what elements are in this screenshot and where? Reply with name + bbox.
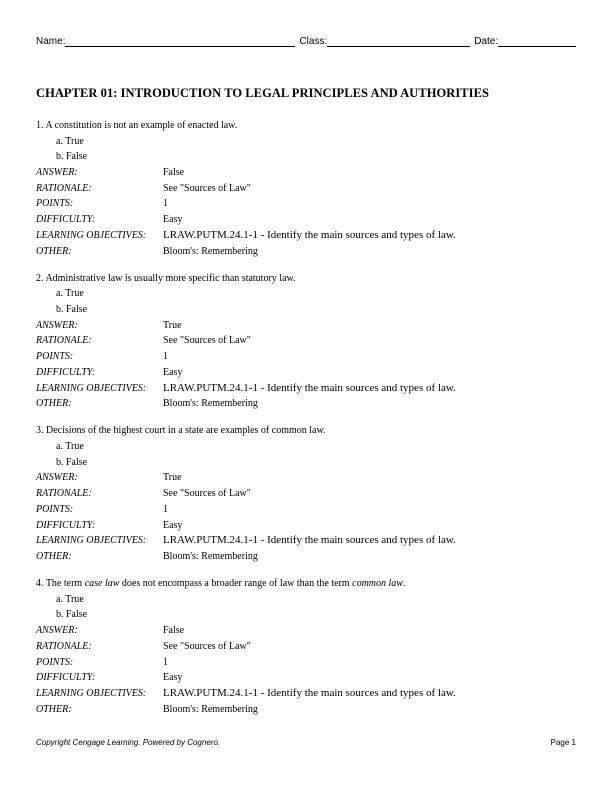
term-common-law: common law [352,578,403,590]
answer-row [36,623,576,639]
answer-label: ANSWER: [36,472,78,484]
points-row [36,196,576,212]
question-list [36,118,576,729]
question-number: 3. [36,425,44,437]
rationale-value: See "Sources of Law" [163,488,251,500]
other-label: OTHER: [36,550,72,562]
name-label: Name: [36,36,66,47]
question-4 [36,576,576,717]
page-footer [36,738,576,747]
points-value: 1 [163,656,168,668]
other-value: Bloom's: Remembering [163,398,258,410]
answer-value: True [163,319,182,331]
rationale-label: RATIONALE: [36,640,92,652]
objectives-value: LRAW.PUTM.24.1-1 - Identify the main sources and types of law. [163,534,456,547]
answer-value: False [163,167,185,179]
objectives-row [36,533,576,549]
difficulty-row [36,365,576,381]
other-label: OTHER: [36,245,72,257]
option-b: b. False [56,304,88,316]
rationale-label: RATIONALE: [36,335,92,347]
copyright-text: Copyright Cengage Learning. Powered by Cognero. [36,738,221,747]
question-statement-part: does not encompass a broader range of law than the term [119,578,353,590]
points-label: POINTS: [36,656,74,668]
date-label: Date: [474,36,499,47]
answer-label: ANSWER: [36,319,78,331]
objectives-value: LRAW.PUTM.24.1-1 - Identify the main sources and types of law. [163,381,456,394]
question-statement: Administrative law is usually more specific than statutory law. [45,272,296,284]
rationale-row [36,639,576,655]
rationale-label: RATIONALE: [36,488,92,500]
difficulty-label: DIFFICULTY: [36,519,96,531]
rationale-label: RATIONALE: [36,182,92,194]
points-value: 1 [163,351,168,363]
objectives-value: LRAW.PUTM.24.1-1 - Identify the main sources and types of law. [163,228,456,241]
option-a: a. True [56,593,84,605]
points-row [36,655,576,671]
rationale-row [36,181,576,197]
option-b: b. False [56,151,88,163]
rationale-value: See "Sources of Law" [163,335,251,347]
points-label: POINTS: [36,198,74,210]
option-a: a. True [56,135,84,147]
points-row [36,349,576,365]
objectives-row [36,381,576,397]
other-label: OTHER: [36,703,72,715]
difficulty-value: Easy [163,366,183,378]
option-a: a. True [56,441,84,453]
other-value: Bloom's: Remembering [163,245,258,257]
answer-row [36,470,576,486]
difficulty-row [36,518,576,534]
question-statement: Decisions of the highest court in a state are examples of common law. [46,425,326,437]
option-b: b. False [56,609,88,621]
chapter-title: CHAPTER 01: INTRODUCTION TO LEGAL PRINCIPLES AND AUTHORITIES [36,86,489,100]
question-text [36,118,576,134]
rationale-row [36,333,576,349]
term-case-law: case law [84,578,120,590]
objectives-value: LRAW.PUTM.24.1-1 - Identify the main sources and types of law. [163,686,456,699]
class-label: Class: [299,36,328,47]
objectives-label: LEARNING OBJECTIVES: [36,535,147,547]
difficulty-row [36,212,576,228]
objectives-row [36,228,576,244]
points-row [36,502,576,518]
other-row [36,396,576,412]
answer-label: ANSWER: [36,167,78,179]
points-label: POINTS: [36,351,74,363]
question-text [36,271,576,287]
class-blank [327,36,470,47]
question-text [36,423,576,439]
question-text [36,576,576,592]
other-row [36,549,576,565]
question-number: 1. [36,120,44,131]
objectives-label: LEARNING OBJECTIVES: [36,382,147,394]
other-value: Bloom's: Remembering [163,550,258,562]
objectives-row [36,686,576,702]
date-blank [498,36,576,47]
question-number: 4. [36,578,44,590]
difficulty-label: DIFFICULTY: [36,672,96,684]
objectives-label: LEARNING OBJECTIVES: [36,229,147,241]
other-value: Bloom's: Remembering [163,703,258,715]
option-a: a. True [56,288,84,300]
answer-label: ANSWER: [36,625,78,637]
rationale-value: See "Sources of Law" [163,182,251,194]
question-statement-part: The term [45,578,85,590]
question-3 [36,423,576,564]
question-statement: A constitution is not an example of enacted law. [45,120,238,131]
difficulty-value: Easy [163,214,183,226]
page-number: Page 1 [550,738,576,747]
difficulty-label: DIFFICULTY: [36,366,96,378]
objectives-label: LEARNING OBJECTIVES: [36,687,147,699]
points-value: 1 [163,198,168,210]
answer-value: False [163,625,185,637]
answer-row [36,318,576,334]
difficulty-value: Easy [163,672,183,684]
student-info-header [36,36,576,47]
difficulty-row [36,670,576,686]
name-blank [65,36,295,47]
other-row [36,244,576,260]
difficulty-label: DIFFICULTY: [36,214,96,226]
question-number: 2. [36,272,44,284]
points-label: POINTS: [36,503,74,515]
difficulty-value: Easy [163,519,183,531]
points-value: 1 [163,503,168,515]
answer-row [36,165,576,181]
rationale-row [36,486,576,502]
question-1 [36,118,576,259]
answer-value: True [163,472,182,484]
other-label: OTHER: [36,398,72,410]
option-b: b. False [56,456,88,468]
question-2 [36,271,576,412]
other-row [36,702,576,718]
question-statement-end: . [402,578,406,590]
rationale-value: See "Sources of Law" [163,640,251,652]
